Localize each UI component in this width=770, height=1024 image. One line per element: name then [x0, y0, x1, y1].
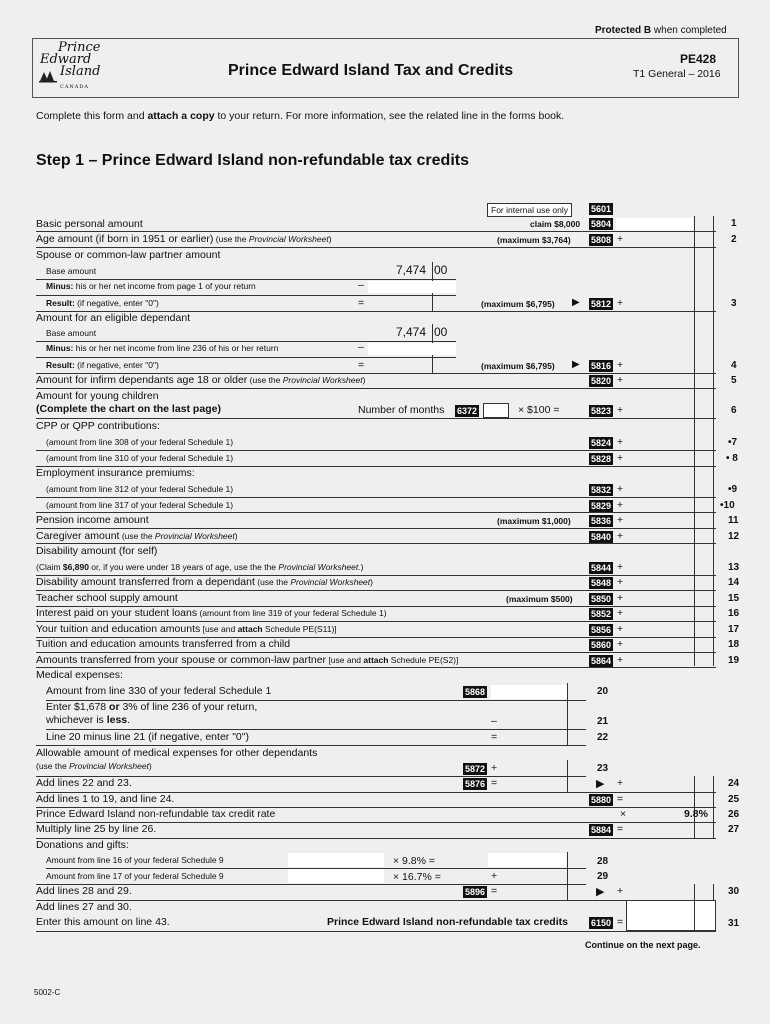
spouse-max-note: (maximum $6,795) — [481, 299, 555, 309]
ei-label: Employment insurance premiums: — [36, 467, 195, 479]
line-9: •9 — [728, 484, 738, 495]
line-7: •7 — [728, 437, 738, 448]
protected-label: Protected B — [595, 25, 652, 36]
medical-label: Medical expenses: — [36, 669, 123, 681]
line-10: •10 — [720, 500, 735, 511]
code-5880: 5880 — [591, 795, 612, 805]
line-13: 13 — [728, 562, 740, 573]
age-amount-label: Age amount (if born in 1951 or earlier) (use the Provincial Worksheet) — [36, 233, 332, 245]
code-5840: 5840 — [591, 532, 612, 542]
spouse-income-field[interactable] — [368, 281, 456, 293]
line-29: 29 — [597, 871, 609, 882]
pension-label: Pension income amount — [36, 514, 149, 526]
line-16: 16 — [728, 608, 740, 619]
donations-label: Donations and gifts: — [36, 839, 129, 851]
dependant-base-cents: 00 — [434, 325, 448, 339]
line-17: 17 — [728, 624, 740, 635]
line-26: 26 — [728, 809, 740, 820]
line-31: 31 — [728, 918, 740, 929]
code-5601: 5601 — [591, 204, 612, 214]
tuition-transfer-label: Tuition and education amounts transferred from a child — [36, 638, 291, 650]
code-6150: 6150 — [591, 918, 612, 928]
code-5850: 5850 — [591, 594, 612, 604]
code-5808: 5808 — [591, 235, 612, 245]
internal-use-label: For internal use only — [487, 203, 572, 217]
disability-transfer-label: Disability amount transferred from a dependant (use the Provincial Worksheet) — [36, 576, 373, 588]
medical-threshold-label-1: Enter $1,678 or 3% of line 236 of your return, — [46, 701, 258, 713]
dependant-amount-label: Amount for an eligible dependant — [36, 312, 191, 324]
age-max-note: (maximum $3,764) — [497, 235, 571, 245]
months-label: Number of months — [358, 404, 445, 416]
dependant-max-note: (maximum $6,795) — [481, 361, 555, 371]
code-5884: 5884 — [591, 825, 612, 835]
line-28: 28 — [597, 856, 609, 867]
code-5829: 5829 — [591, 501, 612, 511]
line-14: 14 — [728, 577, 740, 588]
line-24: 24 — [728, 778, 740, 789]
disability-label: Disability amount (for self) — [36, 545, 158, 557]
spouse-base-label: Base amount — [46, 266, 97, 276]
donations-16-label: Amount from line 16 of your federal Schedule 9 — [46, 855, 224, 865]
caregiver-label: Caregiver amount (use the Provincial Worksheet) — [36, 530, 238, 542]
code-5872: 5872 — [465, 764, 486, 774]
arrow-right-icon: ▶ — [596, 778, 605, 790]
young-children-label: Amount for young children — [36, 390, 159, 402]
line-20: 20 — [597, 686, 609, 697]
ei-312-label: (amount from line 312 of your federal Schedule 1) — [46, 484, 234, 494]
cpp-310-label: (amount from line 310 of your federal Schedule 1) — [46, 453, 234, 463]
allowable-medical-note: (use the Provincial Worksheet) — [36, 761, 152, 771]
line-8: • 8 — [726, 453, 738, 464]
protected-notice — [595, 25, 727, 36]
line-15: 15 — [728, 593, 740, 604]
code-5860: 5860 — [591, 640, 612, 650]
pension-max-note: (maximum $1,000) — [497, 516, 571, 526]
line-22: 22 — [597, 732, 609, 743]
code-5876: 5876 — [465, 779, 486, 789]
arrow-right-icon: ▶ — [596, 886, 605, 898]
dependant-income-field[interactable] — [368, 343, 456, 355]
form-number: 5002-C — [34, 988, 61, 997]
total-credits-field[interactable] — [626, 900, 716, 931]
intro-text: Complete this form and attach a copy to your return. For more information, see the related line in the forms book. — [36, 110, 565, 122]
line-11: 11 — [728, 515, 739, 526]
teacher-max-note: (maximum $500) — [506, 594, 573, 604]
line-30: 30 — [728, 886, 740, 897]
dependant-base-label: Base amount — [46, 328, 97, 338]
line-12: 12 — [728, 531, 740, 542]
form-code: PE428 — [680, 52, 717, 66]
line-1: 1 — [731, 218, 737, 229]
spouse-result-label: Result: (if negative, enter "0") — [46, 298, 159, 308]
donations-17-field[interactable] — [288, 869, 384, 883]
step-title: Step 1 – Prince Edward Island non-refundable tax credits — [36, 152, 469, 169]
line-2: 2 — [731, 234, 737, 245]
code-5828: 5828 — [591, 454, 612, 464]
pei-logo: Prince Edward Island CANADA — [40, 40, 101, 90]
medical-net-label: Line 20 minus line 21 (if negative, enter "0") — [46, 731, 249, 743]
add-27-30-label: Add lines 27 and 30. — [36, 901, 132, 913]
young-children-note: (Complete the chart on the last page) — [36, 403, 221, 415]
credit-rate-value: 9.8% — [684, 808, 708, 820]
basic-claim-note: claim $8,000 — [530, 219, 581, 229]
ei-317-label: (amount from line 317 of your federal Schedule 1) — [46, 500, 234, 510]
enter-line-43-label: Enter this amount on line 43. — [36, 916, 170, 928]
months-field[interactable] — [483, 403, 509, 418]
code-5823: 5823 — [591, 406, 612, 416]
teacher-label: Teacher school supply amount — [36, 592, 178, 604]
code-5864: 5864 — [591, 656, 612, 666]
donations-16-field[interactable] — [288, 853, 384, 867]
code-6372: 6372 — [457, 406, 478, 416]
line-21: 21 — [597, 716, 609, 727]
code-5812: 5812 — [591, 299, 612, 309]
cpp-308-label: (amount from line 308 of your federal Schedule 1) — [46, 437, 234, 447]
medical-threshold-label-2: whichever is less. — [46, 714, 131, 726]
form-title: Prince Edward Island Tax and Credits — [228, 62, 514, 79]
allowable-medical-label: Allowable amount of medical expenses for other dependants — [36, 747, 318, 759]
protected-suffix: when completed — [653, 25, 727, 36]
basic-amount-field[interactable] — [616, 218, 693, 230]
amount-column-edge — [713, 216, 714, 666]
spouse-base-value: 7,474 — [396, 263, 427, 277]
credit-rate-label: Prince Edward Island non-refundable tax credit rate — [36, 808, 276, 820]
spouse-minus-label: Minus: his or her net income from page 1 of your return — [46, 281, 256, 291]
multiply-label: Multiply line 25 by line 26. — [36, 823, 157, 835]
add-1-19-label: Add lines 1 to 19, and line 24. — [36, 793, 175, 805]
code-5844: 5844 — [591, 563, 612, 573]
amount-column-divider — [694, 216, 695, 666]
total-credits-label: Prince Edward Island non-refundable tax credits — [327, 916, 568, 928]
dependant-result-label: Result: (if negative, enter "0") — [46, 360, 159, 370]
medical-330-label: Amount from line 330 of your federal Schedule 1 — [46, 685, 272, 697]
form-subtitle: T1 General – 2016 — [633, 68, 721, 80]
disability-note: (Claim $6,890 or, if you were under 18 years of age, use the the Provincial Worksheet.) — [36, 562, 364, 572]
code-5820: 5820 — [591, 376, 612, 386]
add-28-29-label: Add lines 28 and 29. — [36, 885, 132, 897]
infirm-label: Amount for infirm dependants age 18 or older (use the Provincial Worksheet) — [36, 374, 366, 386]
line-27: 27 — [728, 824, 740, 835]
interest-label: Interest paid on your student loans (amount from line 319 of your federal Schedule 1) — [36, 607, 387, 619]
line-25: 25 — [728, 794, 740, 805]
code-5856: 5856 — [591, 625, 612, 635]
continue-note: Continue on the next page. — [585, 940, 701, 950]
line-6: 6 — [731, 405, 737, 416]
spouse-amount-label: Spouse or common-law partner amount — [36, 249, 221, 261]
basic-personal-label: Basic personal amount — [36, 218, 143, 230]
cpp-label: CPP or QPP contributions: — [36, 420, 160, 432]
tree-icon — [38, 68, 58, 82]
line-4: 4 — [731, 360, 737, 371]
code-5832: 5832 — [591, 485, 612, 495]
code-5852: 5852 — [591, 609, 612, 619]
spouse-transfer-label: Amounts transferred from your spouse or common-law partner [use and attach Schedule PE(S2)] — [36, 654, 459, 666]
code-5824: 5824 — [591, 438, 612, 448]
line-18: 18 — [728, 639, 740, 650]
code-5836: 5836 — [591, 516, 612, 526]
line-23: 23 — [597, 763, 609, 774]
donations-28-field[interactable] — [488, 853, 566, 867]
line-5: 5 — [731, 375, 737, 386]
medical-330-field[interactable] — [491, 685, 567, 699]
code-5868: 5868 — [465, 687, 486, 697]
code-5804: 5804 — [591, 219, 612, 229]
spouse-base-cents: 00 — [434, 263, 448, 277]
dependant-minus-label: Minus: his or her net income from line 236 of his or her return — [46, 343, 279, 353]
donations-17-label: Amount from line 17 of your federal Schedule 9 — [46, 871, 224, 881]
line-3: 3 — [731, 298, 737, 309]
code-5816: 5816 — [591, 361, 612, 371]
tuition-label: Your tuition and education amounts [use and attach Schedule PE(S11)] — [36, 623, 337, 635]
arrow-right-icon: ▶ — [572, 297, 580, 308]
dependant-base-value: 7,474 — [396, 325, 427, 339]
line-19: 19 — [728, 655, 740, 666]
code-5896: 5896 — [465, 887, 486, 897]
code-5848: 5848 — [591, 578, 612, 588]
arrow-right-icon: ▶ — [572, 359, 580, 370]
add-22-23-label: Add lines 22 and 23. — [36, 777, 132, 789]
